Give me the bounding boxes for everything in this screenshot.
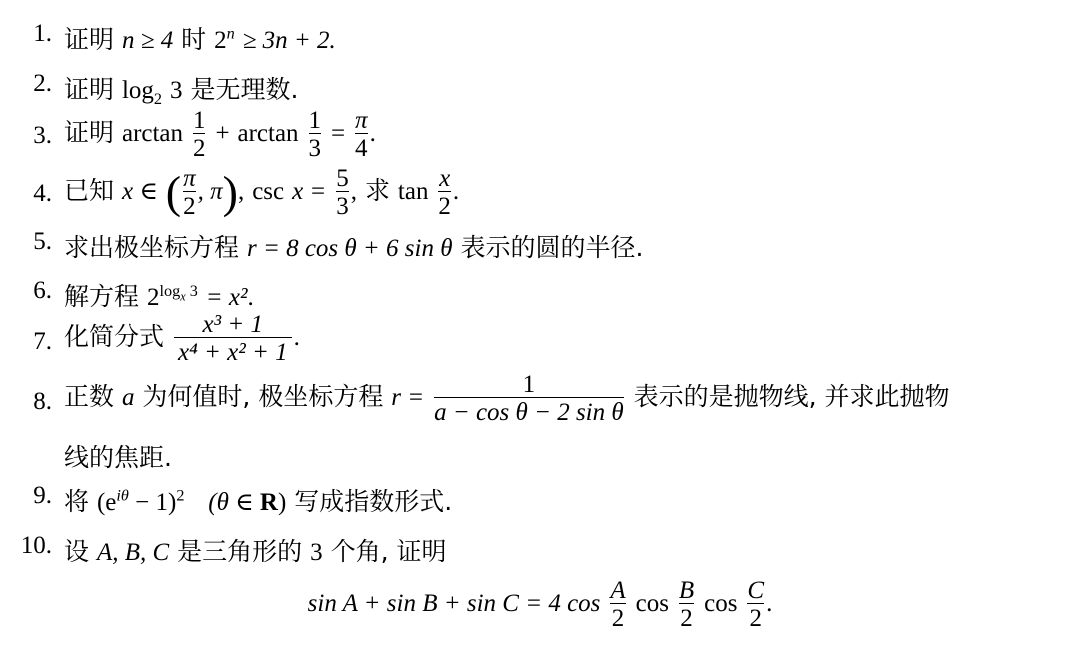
math-expr: tan [397,178,429,205]
problem-text [64,372,950,425]
denominator: 4 [355,135,368,162]
math-expr: 3 [310,539,323,566]
denominator: 2 [747,603,764,631]
numerator: x [439,165,451,192]
numerator: 5 [336,165,349,192]
cjk-text: 正数 [64,382,115,411]
cjk-text: 求出极坐标方程 [64,233,240,262]
cjk-text: 化简分式 [64,322,165,351]
fraction [747,578,764,631]
numerator: π [183,165,196,192]
cjk-text: 表示的圆的半径. [460,233,644,262]
fraction [355,108,368,161]
fraction [438,166,451,219]
math-expr: (θ ∈ [208,489,260,516]
problem-number: 3. [33,122,52,149]
cjk-text: 将 [64,487,90,516]
numerator: x³ + 1 [202,311,264,338]
math-subscript: 2 [153,90,163,108]
numerator: B [678,577,695,604]
math-expr: a [121,384,135,411]
fraction [309,108,322,161]
cjk-text: 为何值时, 极坐标方程 [142,382,384,411]
math-exponent: 2 [176,486,185,505]
left-paren: ( [165,166,182,218]
problem-text: 解方程 $2^{log_x 3} = x^2$. [64,281,254,311]
problem-number: 8. [33,388,52,415]
problem-number: 1. [33,20,52,47]
problem-number: 7. [33,328,52,355]
numerator: 1 [308,107,322,134]
cjk-text: 证明 [64,118,115,147]
denominator: 2 [192,135,206,162]
cjk-text: 解方程 [64,282,140,311]
math-expr: r = 8 cos θ + 6 sin θ [246,235,453,262]
math-expr: ≥ 3n + 2. [242,27,336,54]
math-expr: cos [704,590,738,617]
cjk-text: 设 [64,537,90,566]
denominator: 2 [680,605,693,632]
problem-number: 9. [33,482,52,509]
fraction [183,166,196,219]
cjk-text: 是无理数. [190,75,299,104]
cjk-text: 证明 [64,25,115,54]
math-expr: R [259,489,278,516]
denominator: a − cos θ − 2 sin θ [434,399,624,426]
math-expr: x = [292,178,327,205]
fraction [336,166,349,219]
math-expr: A, B, C [96,539,170,566]
cjk-text: 是三角形的 [177,537,303,566]
math-expr: (e [96,489,117,516]
cjk-text: 求 [364,176,390,205]
cjk-text: 个角, 证明 [330,537,447,566]
problem-text-line2: 线的焦距. [64,443,172,472]
fraction [434,372,624,425]
math-expr: + [215,120,230,147]
numerator: 1 [192,107,206,134]
math-expr: ) [277,489,287,516]
math-expr: , π [197,178,223,205]
math-expr: n ≥ 4 [121,27,174,54]
problem-text: 证明 arctan $\frac{1}{2}$ + arctan $\frac{1}{3}$ = $\frac{\pi}{4}$ . [64,107,376,162]
math-expr: = [330,120,346,147]
problem-text [64,20,336,56]
denominator: 2 [438,193,451,220]
numerator: 1 [522,371,536,398]
cjk-text: 时 [181,25,207,54]
math-expr: r = [391,384,425,411]
problem-text [64,482,452,518]
math-exponent: n [226,24,235,43]
math-expr: 2 [146,284,160,311]
math-exponent-log: log [159,281,181,300]
math-expr: csc [252,178,285,205]
math-expr: arctan [237,120,299,147]
problem-number: 6. [33,277,52,304]
numerator: A [610,577,626,604]
problem-number: 2. [33,70,52,97]
math-expr: log [121,77,154,104]
problem-text: 已知 x ∈ ( $\frac{\pi}{2}$ , π), csc x = $\frac{5}{3}$ , 求 tan $\frac{x}{2}$ . [64,165,460,220]
problem-text [64,228,643,264]
denominator: 3 [336,193,349,220]
cjk-text: 证明 [64,75,115,104]
right-paren: ) [222,166,238,218]
math-expr: 3 [170,77,183,104]
math-expr: arctan [121,120,184,147]
fraction [193,108,206,161]
problem-text [64,70,298,109]
cjk-text: 已知 [64,176,115,205]
denominator: 2 [183,193,196,220]
math-expr: cos [635,590,669,617]
fraction [174,312,292,365]
numerator: π [355,107,368,134]
numerator: C [747,577,765,604]
fraction [679,578,694,631]
math-exponent-subscript: x [180,288,186,303]
math-expr: 2 [214,27,227,54]
problem-number: 4. [33,180,52,207]
denominator: 3 [308,135,322,162]
problem-text [64,532,446,568]
problem-number: 10. [20,532,52,559]
math-expr: sin A + sin B + sin C = 4 cos [307,590,601,617]
problem-text: 化简分式 $\frac{\text{x³ + 1}}{\text{x⁴ + x² + 1}}$ . [64,311,300,366]
fraction [610,578,625,631]
math-exponent [159,281,198,303]
math-expr: = x² [205,284,248,311]
math-exponent-arg: 3 [185,281,198,300]
problem-number: 5. [33,228,52,255]
math-exponent: iθ [116,486,129,505]
display-equation: sin A + sin B + sin C = 4 cos $\frac{A}{2}$ cos $\frac{B}{2}$ cos $\frac{C}{2}$ . [307,577,773,632]
denominator: 2 [611,605,625,632]
cjk-text: 表示的是抛物线, 并求此抛物 [633,382,950,411]
denominator: x⁴ + x² + 1 [174,337,292,365]
cjk-text: 写成指数形式. [294,487,453,516]
math-expr: x ∈ [121,178,158,205]
math-expr: − 1) [128,489,177,516]
